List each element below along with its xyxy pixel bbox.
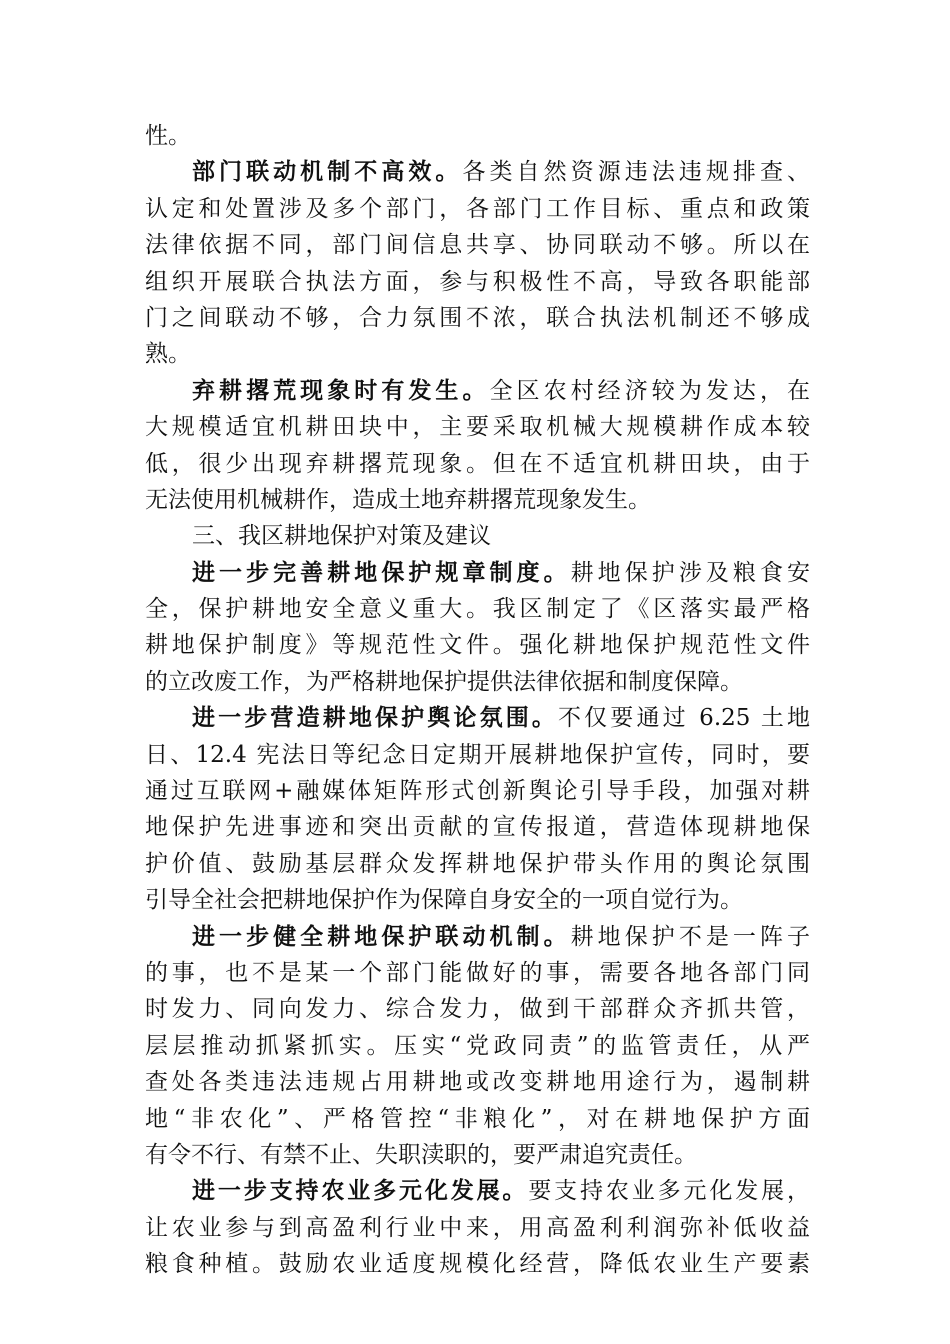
paragraph-line: 门之间联动不够，合力氛围不浓，联合执法机制还不够成 [145,304,810,331]
paragraph-line: 地保护先进事迹和突出贡献的宣传报道，营造体现耕地保 [145,814,810,841]
paragraph-line: 低，很少出现弃耕撂荒现象。但在不适宜机耕田块，由于 [145,450,810,477]
paragraph-line: 引导全社会把耕地保护作为保障自身安全的一项自觉行为。 [145,887,743,914]
paragraph-heading: 进一步营造耕地保护舆论氛围。 [192,704,559,732]
document-page [145,118,810,1283]
paragraph-heading: 进一步完善耕地保护规章制度。 [192,558,571,586]
paragraph-line: 熟。 [145,341,191,368]
paragraph-line: 粮食种植。鼓励农业适度规模化经营，降低农业生产要素 [145,1251,810,1278]
paragraph-heading: 进一步健全耕地保护联动机制。 [192,922,571,950]
paragraph-line: 耕地保护制度》等规范性文件。强化耕地保护规范性文件 [145,632,810,659]
paragraph-heading: 部门联动机制不高效。 [192,158,463,186]
paragraph-first-line [145,555,810,591]
paragraph-line: 地“非农化”、严格管控“非粮化”，对在耕地保护方面 [145,1105,810,1132]
paragraph-first-line [145,919,810,955]
paragraph-first-line [145,700,810,736]
paragraph-line: 全，保护耕地安全意义重大。我区制定了《区落实最严格 [145,596,810,623]
paragraph-line: 有令不行、有禁不止、失职渎职的，要严肃追究责任。 [145,1141,697,1168]
paragraph-text: 不仅要通过 6.25 土地 [558,705,810,732]
paragraph-line: 大规模适宜机耕田块中，主要采取机械大规模耕作成本较 [145,414,810,441]
paragraph-first-line [145,154,810,190]
paragraph-line: 通过互联网+融媒体矩阵形式创新舆论引导手段，加强对耕 [145,778,810,805]
paragraph-text: 全区农村经济较为发达，在 [489,377,811,404]
paragraph-line: 时发力、同向发力、综合发力，做到干部群众齐抓共管， [145,996,810,1023]
paragraph-text: 要支持农业多元化发展， [528,1178,811,1205]
paragraph-line: 层层推动抓紧抓实。压实“党政同责”的监管责任，从严 [145,1032,810,1059]
paragraph-continuation-line: 性。 [145,123,191,149]
section-heading: 三、我区耕地保护对策及建议 [192,523,491,550]
paragraph-first-line [145,373,810,409]
paragraph-text: 各类自然资源违法违规排查、 [462,159,811,186]
paragraph-line: 无法使用机械耕作，造成土地弃耕撂荒现象发生。 [145,486,651,513]
paragraph-line: 组织开展联合执法方面，参与积极性不高，导致各职能部 [145,268,810,295]
paragraph-line: 认定和处置涉及多个部门，各部门工作目标、重点和政策 [145,195,810,222]
paragraph-heading: 进一步支持农业多元化发展。 [192,1177,529,1205]
paragraph-line: 法律依据不同，部门间信息共享、协同联动不够。所以在 [145,232,810,259]
paragraph-first-line [145,1173,810,1209]
paragraph-line: 护价值、鼓励基层群众发挥耕地保护带头作用的舆论氛围 [145,850,810,877]
paragraph-text: 耕地保护不是一阵子 [570,923,811,950]
paragraph-line: 查处各类违法违规占用耕地或改变耕地用途行为，遏制耕 [145,1069,810,1096]
paragraph-line: 的事，也不是某一个部门能做好的事，需要各地各部门同 [145,959,810,986]
paragraph-line: 日、12.4 宪法日等纪念日定期开展耕地保护宣传，同时，要 [145,741,810,768]
paragraph-line: 让农业参与到高盈利行业中来，用高盈利利润弥补低收益 [145,1214,810,1241]
paragraph-text: 耕地保护涉及粮食安 [570,559,811,586]
paragraph-heading: 弃耕撂荒现象时有发生。 [192,376,490,404]
paragraph-line: 的立改废工作，为严格耕地保护提供法律依据和制度保障。 [145,668,743,695]
